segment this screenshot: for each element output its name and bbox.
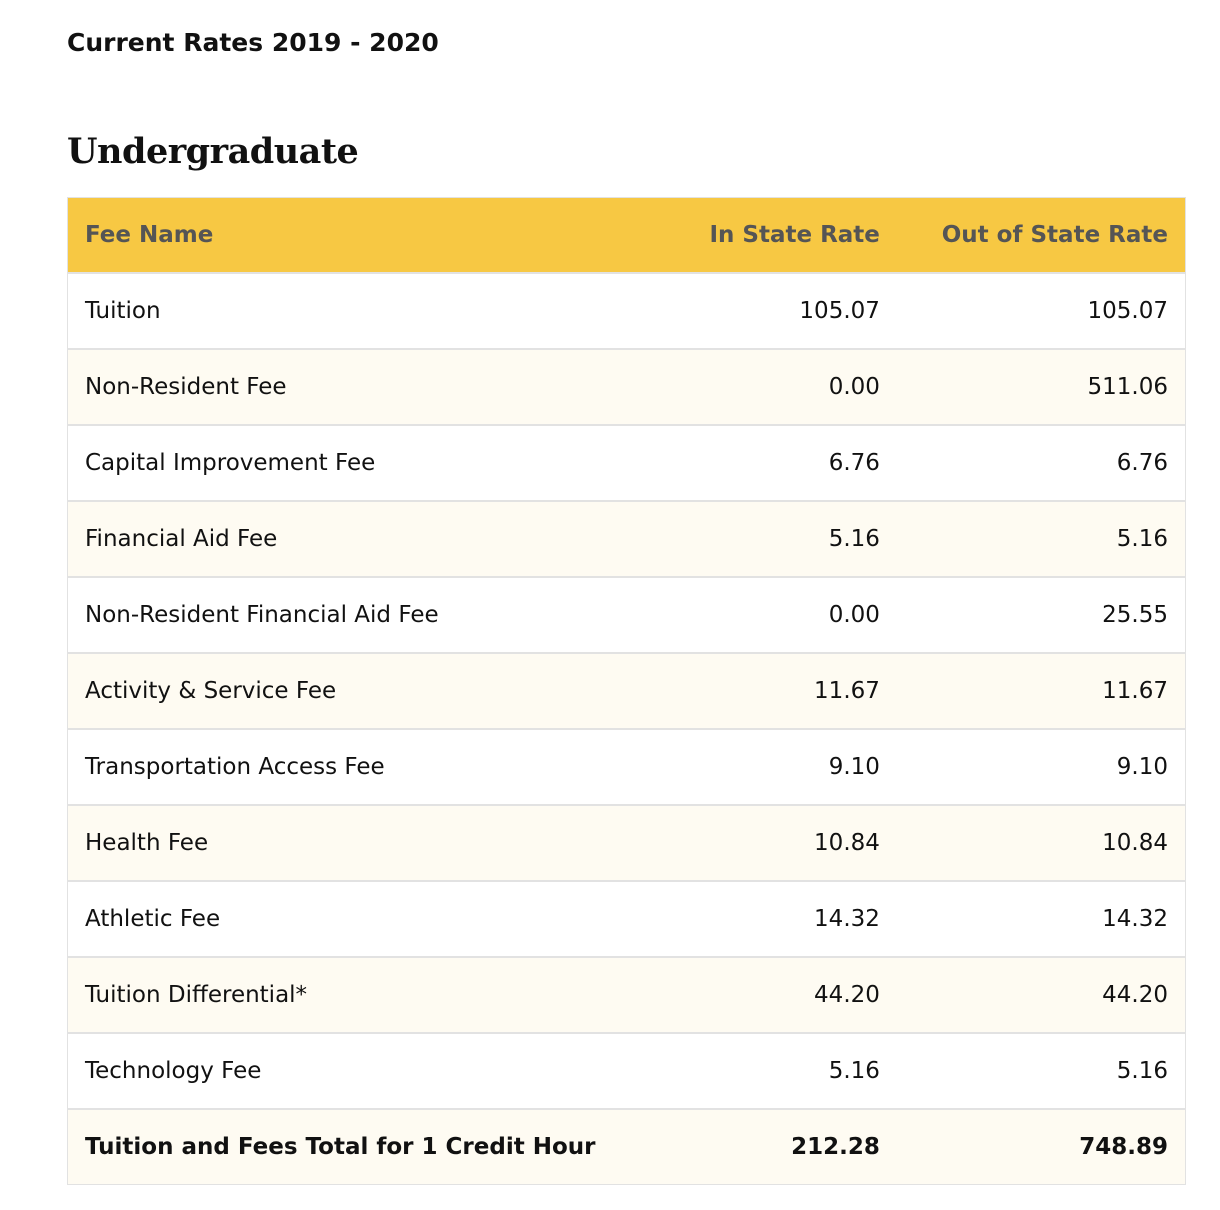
fee-name: Capital Improvement Fee xyxy=(68,425,671,501)
table-row xyxy=(68,501,1186,577)
in-state-rate: 11.67 xyxy=(671,653,897,729)
fee-name: Non-Resident Fee xyxy=(68,349,671,425)
out-of-state-rate: 44.20 xyxy=(897,957,1186,1033)
fee-name: Non-Resident Financial Aid Fee xyxy=(68,577,671,653)
table-row xyxy=(68,957,1186,1033)
fee-name: Financial Aid Fee xyxy=(68,501,671,577)
table-row xyxy=(68,653,1186,729)
in-state-rate: 9.10 xyxy=(671,729,897,805)
header-fee-name: Fee Name xyxy=(68,198,671,274)
out-of-state-rate: 9.10 xyxy=(897,729,1186,805)
in-state-rate: 5.16 xyxy=(671,501,897,577)
fee-name: Tuition and Fees Total for 1 Credit Hour xyxy=(68,1109,671,1185)
out-of-state-rate: 105.07 xyxy=(897,273,1186,349)
table-row xyxy=(68,425,1186,501)
fee-name: Technology Fee xyxy=(68,1033,671,1109)
out-of-state-rate: 11.67 xyxy=(897,653,1186,729)
fee-name: Tuition xyxy=(68,273,671,349)
page-title: Current Rates 2019 - 2020 xyxy=(67,28,439,57)
out-of-state-rate: 25.55 xyxy=(897,577,1186,653)
out-of-state-rate: 748.89 xyxy=(897,1109,1186,1185)
table-header-row xyxy=(68,198,1186,274)
in-state-rate: 6.76 xyxy=(671,425,897,501)
in-state-rate: 5.16 xyxy=(671,1033,897,1109)
in-state-rate: 10.84 xyxy=(671,805,897,881)
fee-table xyxy=(67,197,1186,1185)
out-of-state-rate: 14.32 xyxy=(897,881,1186,957)
section-title: Undergraduate xyxy=(67,131,359,172)
fee-name: Transportation Access Fee xyxy=(68,729,671,805)
header-in-state: In State Rate xyxy=(671,198,897,274)
fee-name: Health Fee xyxy=(68,805,671,881)
out-of-state-rate: 6.76 xyxy=(897,425,1186,501)
fee-name: Athletic Fee xyxy=(68,881,671,957)
out-of-state-rate: 5.16 xyxy=(897,501,1186,577)
table-row xyxy=(68,805,1186,881)
in-state-rate: 0.00 xyxy=(671,577,897,653)
out-of-state-rate: 5.16 xyxy=(897,1033,1186,1109)
in-state-rate: 44.20 xyxy=(671,957,897,1033)
header-out-of-state: Out of State Rate xyxy=(897,198,1186,274)
in-state-rate: 105.07 xyxy=(671,273,897,349)
table-row xyxy=(68,1033,1186,1109)
fee-name: Tuition Differential* xyxy=(68,957,671,1033)
table-row xyxy=(68,273,1186,349)
in-state-rate: 14.32 xyxy=(671,881,897,957)
table-row xyxy=(68,577,1186,653)
out-of-state-rate: 10.84 xyxy=(897,805,1186,881)
in-state-rate: 0.00 xyxy=(671,349,897,425)
fee-name: Activity & Service Fee xyxy=(68,653,671,729)
out-of-state-rate: 511.06 xyxy=(897,349,1186,425)
table-row xyxy=(68,349,1186,425)
table-total-row xyxy=(68,1109,1186,1185)
in-state-rate: 212.28 xyxy=(671,1109,897,1185)
table-row xyxy=(68,881,1186,957)
table-row xyxy=(68,729,1186,805)
